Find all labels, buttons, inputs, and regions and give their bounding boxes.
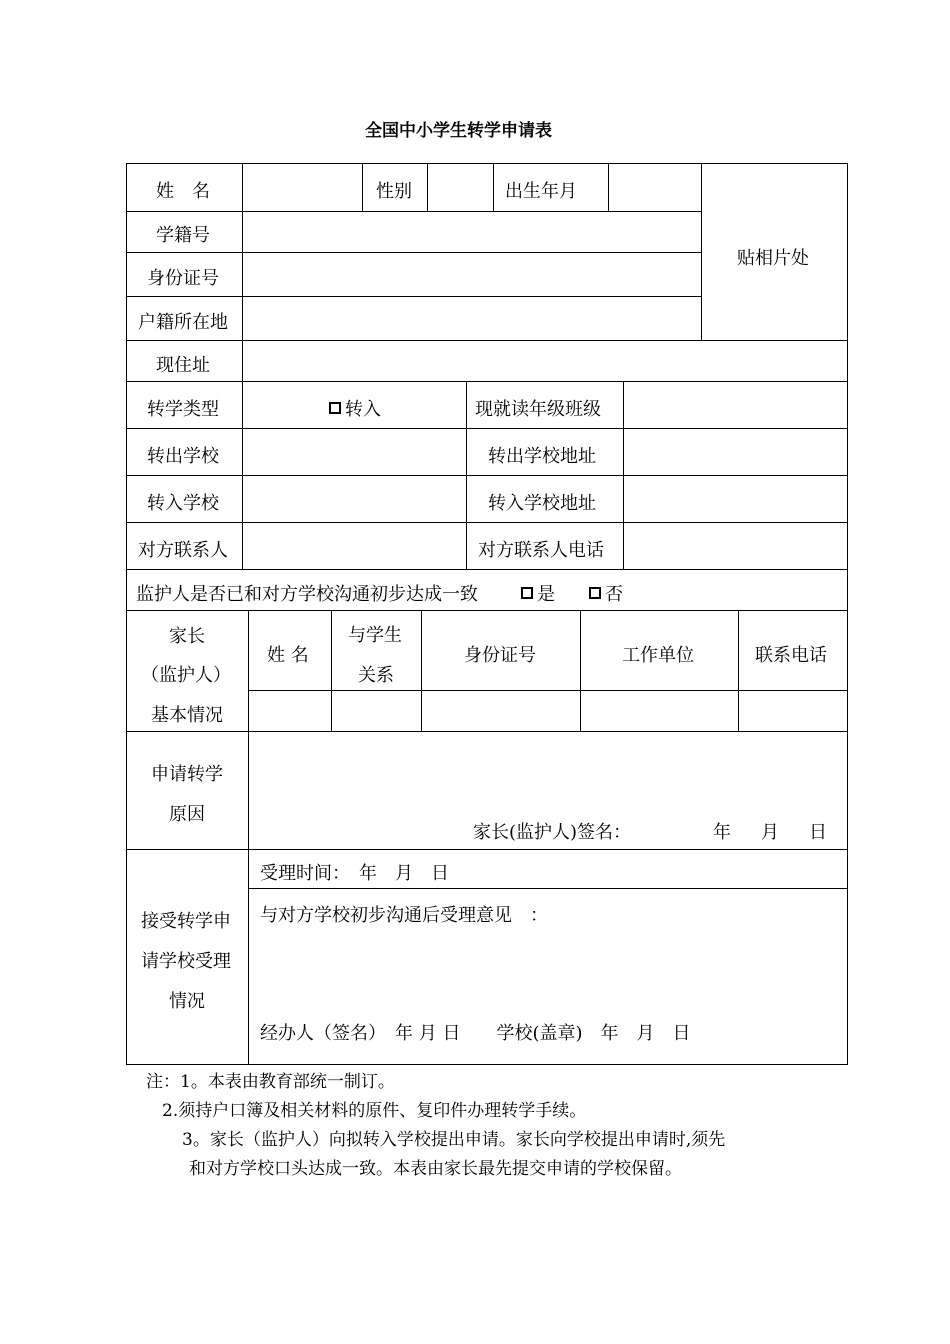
input-student-id[interactable]: [243, 212, 700, 251]
input-from-school[interactable]: [243, 429, 465, 474]
header-relation-2: 关系: [358, 665, 394, 686]
table-border-right: [847, 163, 848, 1064]
reason-year: 年: [713, 822, 731, 843]
input-accept-opinion[interactable]: [249, 930, 847, 1015]
label-accept-1: 接受转学申: [141, 911, 231, 932]
transfer-in-checkbox[interactable]: [329, 402, 341, 414]
label-photo: 贴相片处: [737, 248, 809, 269]
input-name[interactable]: [243, 164, 361, 210]
label-reason-2: 原因: [169, 804, 205, 825]
input-guardian-work[interactable]: [581, 691, 737, 730]
label-contact: 对方联系人: [138, 540, 228, 561]
table-border-bottom: [126, 1064, 848, 1065]
row-line: [126, 569, 848, 570]
note-3-cont: 和对方学校口头达成一致。本表由家长最先提交申请的学校保留。: [189, 1159, 682, 1179]
label-id-card: 身份证号: [147, 268, 219, 289]
col-line: [362, 163, 363, 211]
note-3: 3。家长（监护人）向拟转入学校提出申请。家长向学校提出申请时,须先: [182, 1130, 726, 1150]
reason-day: 日: [809, 822, 827, 843]
input-contact[interactable]: [243, 523, 465, 568]
col-line: [466, 381, 467, 570]
label-accept-2: 请学校受理: [141, 951, 231, 972]
label-hukou: 户籍所在地: [138, 312, 228, 333]
input-reason[interactable]: [249, 732, 847, 817]
input-id-card[interactable]: [243, 253, 700, 295]
label-reason-1: 申请转学: [151, 764, 223, 785]
row-line: [126, 610, 848, 611]
input-current-grade[interactable]: [624, 382, 847, 427]
consensus-yes-checkbox[interactable]: [521, 587, 533, 599]
input-gender[interactable]: [428, 164, 492, 210]
input-guardian-name[interactable]: [249, 691, 330, 730]
photo-area[interactable]: [702, 164, 847, 340]
input-to-school[interactable]: [243, 476, 465, 521]
consensus-no-checkbox[interactable]: [589, 587, 601, 599]
label-transfer-type: 转学类型: [147, 399, 219, 420]
header-guardian-id: 身份证号: [464, 645, 536, 666]
accept-time: 受理时间： 年 月 日: [260, 863, 449, 884]
input-contact-phone[interactable]: [624, 523, 847, 568]
reason-signature-label: 家长(监护人)签名：: [473, 822, 632, 843]
label-guardian-2: （监护人）: [141, 665, 231, 686]
col-line: [493, 163, 494, 211]
input-guardian-id[interactable]: [422, 691, 579, 730]
input-from-school-addr[interactable]: [624, 429, 847, 474]
label-to-school-addr: 转入学校地址: [488, 493, 596, 514]
row-line: [126, 849, 848, 850]
accept-opinion-label: 与对方学校初步沟通后受理意见 ：: [260, 905, 548, 926]
input-address[interactable]: [243, 341, 847, 380]
label-name: 姓 名: [156, 181, 210, 202]
note-2: 2.须持户口簿及相关材料的原件、复印件办理转学手续。: [162, 1101, 587, 1121]
input-birth[interactable]: [609, 164, 700, 210]
label-birth: 出生年月: [505, 181, 577, 202]
header-work-unit: 工作单位: [622, 645, 694, 666]
label-guardian-1: 家长: [169, 626, 205, 647]
label-no: 否: [605, 584, 623, 605]
label-from-school: 转出学校: [147, 446, 219, 467]
row-line: [248, 888, 848, 889]
label-student-id: 学籍号: [156, 225, 210, 246]
input-guardian-relation[interactable]: [332, 691, 420, 730]
label-accept-3: 情况: [169, 991, 205, 1012]
input-guardian-phone[interactable]: [739, 691, 847, 730]
note-1: 注：1。本表由教育部统一制订。: [146, 1072, 395, 1092]
label-gender: 性别: [376, 181, 412, 202]
table-border-left: [126, 163, 127, 1064]
input-hukou[interactable]: [243, 297, 700, 339]
label-consensus: 监护人是否已和对方学校沟通初步达成一致: [136, 584, 478, 605]
label-address: 现住址: [156, 355, 210, 376]
label-from-school-addr: 转出学校地址: [488, 446, 596, 467]
reason-month: 月: [761, 822, 779, 843]
header-phone: 联系电话: [755, 645, 827, 666]
page-title: 全国中小学生转学申请表: [365, 121, 552, 141]
label-guardian-3: 基本情况: [151, 705, 223, 726]
label-to-school: 转入学校: [147, 493, 219, 514]
accept-signature: 经办人（签名） 年 月 日 学校(盖章) 年 月 日: [260, 1023, 691, 1044]
label-current-grade: 现就读年级班级: [475, 399, 601, 420]
header-relation-1: 与学生: [348, 625, 402, 646]
input-to-school-addr[interactable]: [624, 476, 847, 521]
label-transfer-in: 转入: [345, 399, 381, 420]
header-guardian-name: 姓 名: [267, 645, 309, 666]
label-yes: 是: [537, 584, 555, 605]
label-contact-phone: 对方联系人电话: [478, 540, 604, 561]
